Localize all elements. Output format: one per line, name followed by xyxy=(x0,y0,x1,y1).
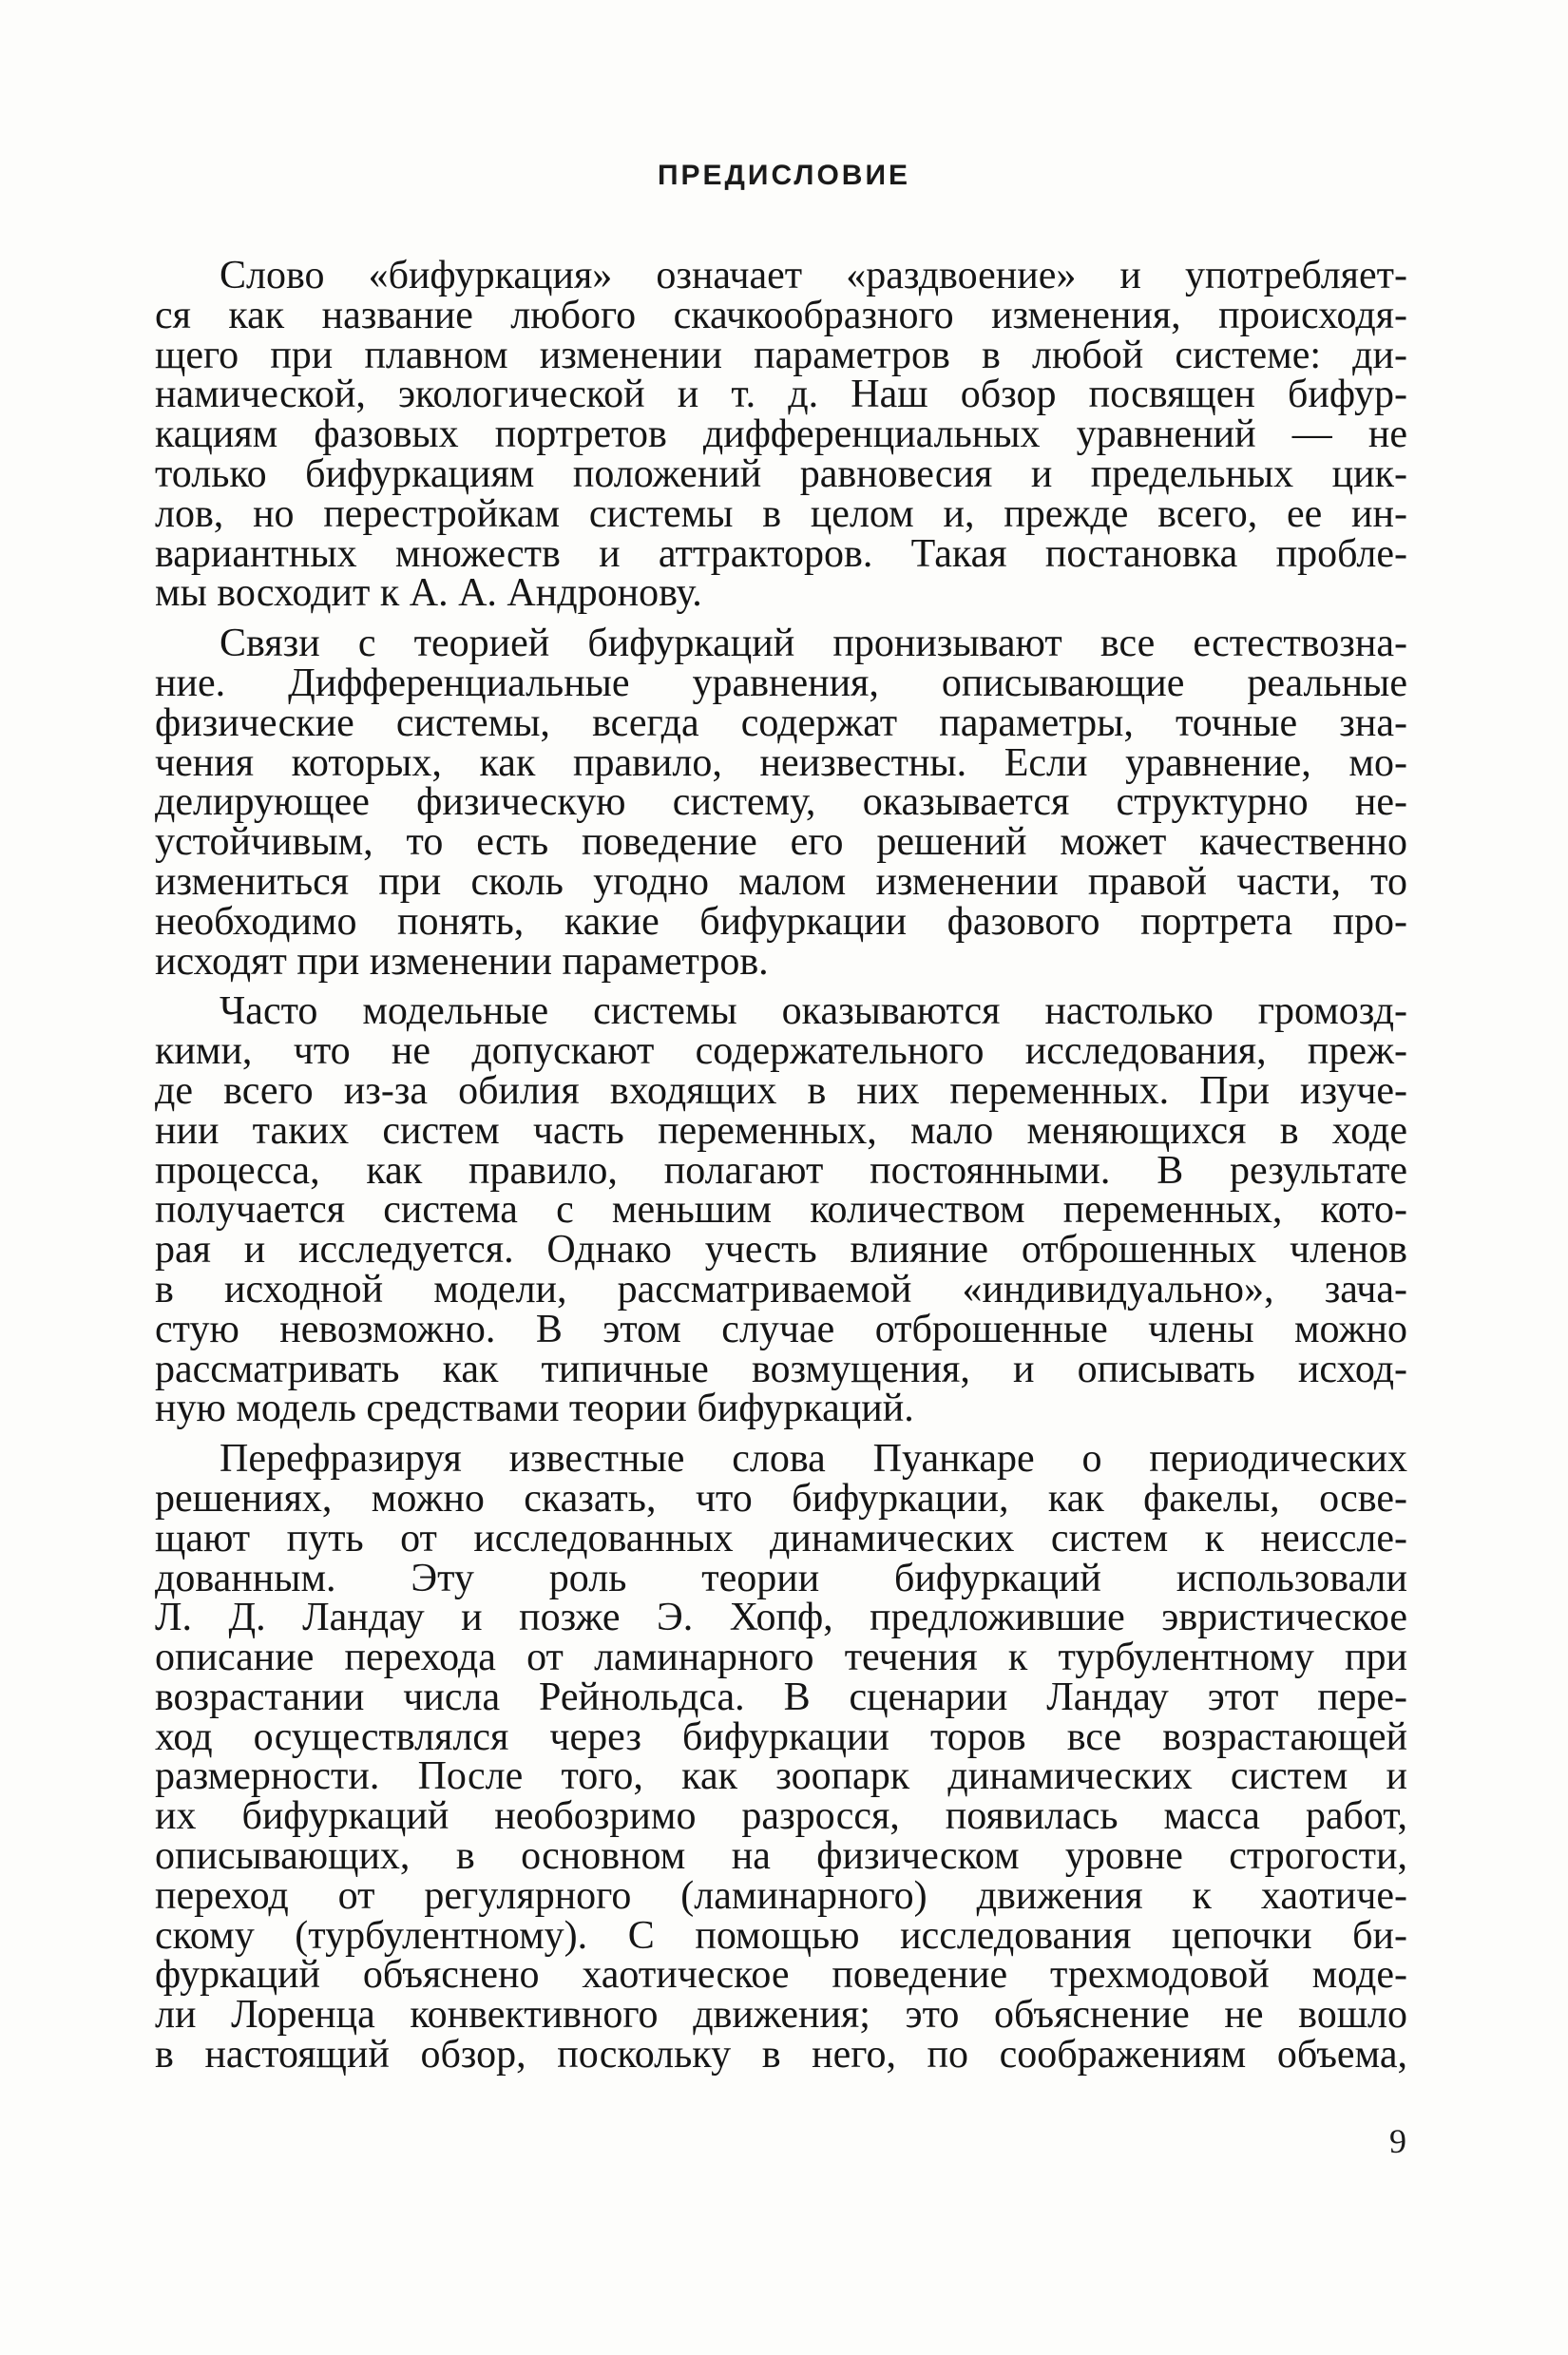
text-line: в настоящий обзор, поскольку в него, по соображениям объема, xyxy=(155,2033,1407,2077)
text-line: Слово «бифуркация» означает «раздвоение» и употребляет- xyxy=(220,254,1407,297)
text-line: размерности. После того, как зоопарк динамических систем и xyxy=(155,1754,1407,1799)
text-line: делирующее физическую систему, оказывается структурно не- xyxy=(155,780,1407,825)
text-line: стую невозможно. В этом случае отброшенные члены можно xyxy=(155,1307,1407,1351)
text-line: вариантных множеств и аттракторов. Такая постановка пробле- xyxy=(155,531,1407,576)
page-number: 9 xyxy=(1389,2122,1406,2160)
text-line: устойчивым, то есть поведение его решений может качественно xyxy=(155,820,1407,865)
text-line: их бифуркаций необозримо разросся, появилась масса работ, xyxy=(155,1794,1407,1839)
text-line: Связи с теорией бифуркаций пронизывают все естествозна- xyxy=(220,622,1407,666)
text-line: необходимо понять, какие бифуркации фазового портрета про- xyxy=(155,899,1407,944)
paragraph-1 xyxy=(155,254,1407,616)
text-line: мы восходит к А. А. Андронову. xyxy=(155,571,702,616)
text-line: скому (турбулентному). С помощью исследования цепочки би- xyxy=(155,1913,1407,1958)
text-line: ся как название любого скачкообразного изменения, происходя- xyxy=(155,293,1407,337)
text-line: Перефразируя известные слова Пуанкаре о периодических xyxy=(220,1437,1407,1482)
paragraph-4 xyxy=(155,1437,1407,2077)
text-line: рассматривать как типичные возмущения, и описывать исход- xyxy=(155,1347,1407,1391)
text-line: нии таких систем часть переменных, мало меняющихся в ходе xyxy=(155,1108,1407,1153)
text-line: кациям фазовых портретов дифференциальных уравнений — не xyxy=(155,412,1407,457)
text-line: фуркаций объяснено хаотическое поведение трехмодовой моде- xyxy=(155,1953,1407,1998)
text-line: только бифуркациям положений равновесия и предельных цик- xyxy=(155,451,1407,496)
text-line: ние. Дифференциальные уравнения, описывающие реальные xyxy=(155,661,1407,705)
text-line: получается система с меньшим количеством переменных, кото- xyxy=(155,1188,1407,1233)
page-title: ПРЕДИСЛОВИЕ xyxy=(657,160,911,191)
text-line: щают путь от исследованных динамических систем к неиссле- xyxy=(155,1516,1407,1560)
text-line: дованным. Эту роль теории бифуркаций использовали xyxy=(155,1556,1407,1600)
text-line: исходят при изменении параметров. xyxy=(155,939,769,984)
text-line: физические системы, всегда содержат параметры, точные зна- xyxy=(155,700,1407,745)
text-line: Часто модельные системы оказываются настолько громозд- xyxy=(220,989,1407,1034)
text-line: процесса, как правило, полагают постоянными. В результате xyxy=(155,1148,1407,1193)
paragraph-2 xyxy=(155,624,1407,982)
text-line: ход осуществлялся через бифуркации торов все возрастающей xyxy=(155,1714,1407,1759)
text-line: описание перехода от ламинарного течения к турбулентному при xyxy=(155,1636,1407,1680)
text-line: возрастании числа Рейнольдса. В сценарии Ландау этот пере- xyxy=(155,1675,1407,1719)
text-line: в исходной модели, рассматриваемой «индивидуально», зача- xyxy=(155,1267,1407,1312)
text-line: кими, что не допускают содержательного исследования, преж- xyxy=(155,1029,1407,1074)
paragraph-3 xyxy=(155,989,1407,1431)
text-line: описывающих, в основном на физическом уровне строгости, xyxy=(155,1834,1407,1879)
text-line: рая и исследуется. Однако учесть влияние отброшенных членов xyxy=(155,1228,1407,1273)
text-line: намической, экологической и т. д. Наш обзор посвящен бифур- xyxy=(155,373,1407,417)
body-text xyxy=(155,254,1407,2086)
text-line: переход от регулярного (ламинарного) движения к хаотиче- xyxy=(155,1873,1407,1918)
text-line: лов, но перестройкам системы в целом и, прежде всего, ее ин- xyxy=(155,491,1407,536)
text-line: чения которых, как правило, неизвестны. Если уравнение, мо- xyxy=(155,740,1407,785)
text-line: ную модель средствами теории бифуркаций. xyxy=(155,1387,914,1431)
text-line: де всего из-за обилия входящих в них переменных. При изуче- xyxy=(155,1068,1407,1113)
text-line: решениях, можно сказать, что бифуркации, как факелы, осве- xyxy=(155,1476,1407,1521)
text-line: измениться при сколь угодно малом изменении правой части, то xyxy=(155,859,1407,904)
text-line: ли Лоренца конвективного движения; это объяснение не вошло xyxy=(155,1993,1407,2038)
text-line: Л. Д. Ландау и позже Э. Хопф, предложившие эвристическое xyxy=(155,1596,1407,1640)
text-line: щего при плавном изменении параметров в любой системе: ди- xyxy=(155,333,1407,377)
